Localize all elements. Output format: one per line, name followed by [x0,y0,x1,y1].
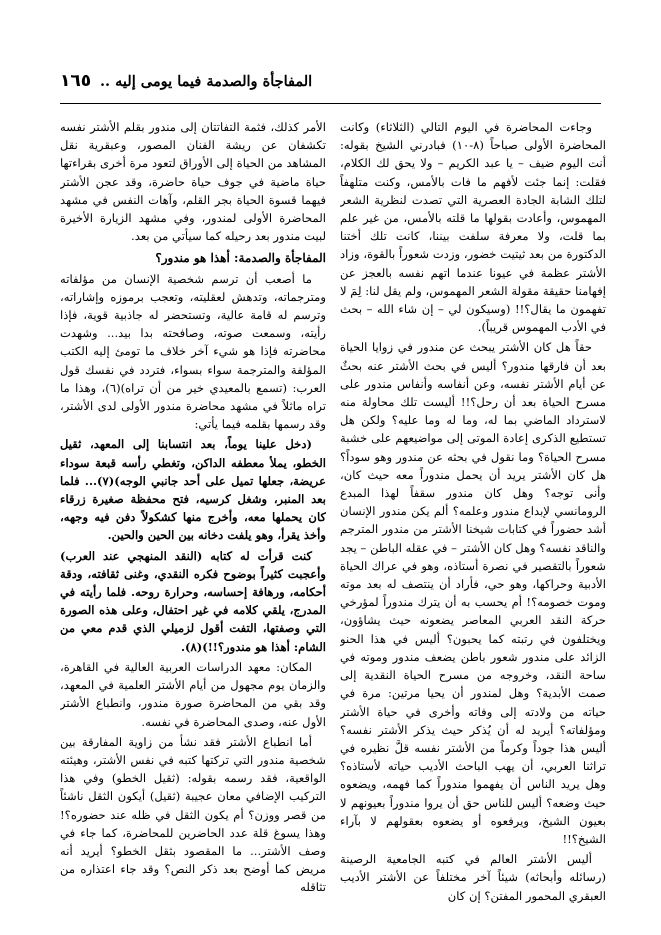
paragraph: حقاً هل كان الأشتر يبحث عن مندور في زوايا الحياة بعد أن فارقها مندور؟ أليس في بحث الأشتر عنه بحثٌ عن أيام الأشتر نفسه، وعن أنفاسه وأنفاس مندور على مسرح الحياة بعد أن رحل؟!! أليست تلك محاولة منه لاسترداد الماضي بما له، وما له وما عليه؟ ولكن هل تستطيع الذكرى إعادة الموتى إلى مواضيعهم على خشبة مسرح الحياة؟ وما نقول في بحثه عن مندور وهو سوداً؟ هل كان الأشتر يريد أن يحمل مندوراً معه حيث كان، وأنى توجه؟ وهل كان مندور سقفاً لهذا المبدع الرومانسي لإبداع مندور وعلمه؟ ألم يكن مندور الإنسان أشد حضوراً في كتابات شيخنا الأشتر من مندور المترجم والناقد نفسه؟ وهل كان الأشتر – في عقله الباطن – يجد شعوراً بالتقصير في نصرة أستاذه، وهو في عراك الحياة الأدبية وحراكها، وهو حي، فأراد أن ينتصف له بعد موته وموت خصومه؟! أم يحسب به أن يترك مندوراً لمؤرخي حركة النقد العربي المعاصر يضعونه حيث يشاؤون، ويختلفون في رتبته كما يحبون؟ أليس في هذا الحنو الزائد على مندور شعور باطن يضعف مندور وموته في ساحة النقد، وخروجه من مسرح الحياة النقدية إلى صمت الأبدية؟ وهل لمندور أن يحيا مرتين: مرة في حياته من ولادته إلى وفاته وأخرى في حياة الأشتر ومؤلفاته؟ أيريد له أن يُذكر حيث يذكر الأشتر نفسه؟ أليس هذا جوداً وكرماً من الأشتر نفسه قلَّ نظيره في تراثنا العربي، أن يهب الباحث الأديب حياته لأستاذه؟ وهل يريد الناس أن يفهموا مندوراً كما فهمه، ويضعوه حيث وضعه؟ أليس للناس حق أن يروا مندوراً بعيونهم لا بعيون الشيخ، ويرفعوه أو يضعوه بعقولهم لا بآراء الشيخ؟!! [340,340,606,846]
quote-paragraph: (دخل علينا يوماً، بعد انتسابنا إلى المعهد، ثقيل الخطو، يملأ معطفه الداكن، وتغطي رأسه قبعة سوداء عريضة، جعلها تميل على أحد جانبي الوجه)(٧)... فلما بعد المنبر، وشغل كرسيه، فتح محفظة صغيرة زرقاء كان يحملها معه، وأخرج منها كشكولاً دفن فيه وجهه، وأخذ يقرأ، وهو يلفت دخانه بين الحين والحين. [60,437,326,543]
paragraph: ما أصعب أن ترسم شخصية الإنسان من مؤلفاته ومترجماته، وتدهش لعقليته، وتعجب برموزه وإشاراته، وترسم له قامة عالية، وتستحضر له جاذبية قوية، فإذا رأيته، وسمعت صوته، وصافحته بدا بيد... وشهدت محاضرته فإذا هو شيء آخر خلاف ما تومئ إليه الكتب المؤلفة والمترجمة سواء بسواء، فتردد في نفسك قول العرب: (تسمع بالمعيدي خير من أن تراه)(٦)، وهذا ما تراه ماثلاً في مشهد محاضرة مندور الأولى لدى الأشتر، وقد رسمها بقلمه فيما يأتي: [60,271,326,432]
page-body [60,118,606,925]
intro-paragraph: الأمر كذلك، فثمة التفاتتان إلى مندور بقلم الأشتر نفسه تكشفان عن ريشة الفنان المصور، وعبقرية نقل المشاهد من الحياة إلى الأوراق لتعود مرة أخرى بقراءتها حياة ماضية في جوف حياة حاضرة، وقد عجن الأشتر فيهما قسوة الحياة بجر القلم، وآهات النفس في مشهد المحاضرة الأولى لمندور، وفي مشهد الزيارة الأخيرة لبيت مندور بعد رحيله كما سيأتي من بعد. [60,120,326,244]
right-column [340,118,606,925]
paragraph: أما انطباع الأشتر فقد نشأ من زاوية المفارقة بين شخصية مندور التي تركتها كتبه في نفس الأشتر، وهيئته الواقعية، فقد رسمه بقوله: (ثقيل الخطو) وفي هذا التركيب الإضافي معان عجيبة (ثقيل) أيكون الثقل ناشئاً من قصر ووزن؟ أم يكون الثقل في ظله عند حضوره؟! وهذا يسوغ قلة عدد الحاضرين للمحاضرة، كما جاء في وصف الأشتر... ما المقصود بثقل الخطو؟ أيريد أنه مريض كما أوضح بعد ذكر النص؟ وقد جاء اعتذاره من تثاقله [60,734,326,895]
section-heading: المفاجأة والصدمة: أهذا هو مندور؟ [155,251,326,266]
paragraph: المكان: معهد الدراسات العربية العالية في القاهرة، والزمان يوم مجهول من أيام الأشتر العلمية في المعهد، وقد بقي من المحاضرة صورة مندور، وانطباع الأشتر الأول عنه، وصدى المحاضرة في نفسه. [60,659,326,729]
quote-paragraph: كنت قرأت له كتابه (النقد المنهجي عند العرب) وأعجبت كثيراً بوضوح فكره النقدي، وغنى ثقافته، ودقة أحكامه، ورهافة إحساسه، وحرارة روحه. فلما رأيته في المدرج، يلقي كلامه في غير احتفال، وعلى هذه الصورة التي وصفتها، التفت أقول لزميلي الذي قدم معي من الشام: أهذا هو مندور؟!!)(٨). [60,548,326,654]
page-header [60,55,601,104]
page-number: ١٦٥ [60,71,92,91]
left-column [60,118,326,925]
paragraph: وجاءت المحاضرة في اليوم التالي (الثلاثاء) وكانت المحاضرة الأولى صباحاً (٨-١٠) فبادرني الشيخ بقوله: أنت اليوم ضيف – يا عبد الكريم – ولا يحق لك الكلام، فقلت: إنما جئت لأفهم ما فات بالأمس، وكنت متلهفاً لتلك الشابة الجادة العصرية التي تصدت لنظرية الشعر المهموس، وأعادت بقولها ما قلته بالأمس، من غير علم بما قلت، ولا معرفة سلفت بيننا، كانت تلك أختنا الدكتورة من بعد ثيتيت خضور، وزدت شعوراً بالقوة، وزاد الأشتر عظمة في عيونا عندما اتهم نفسه بالعجز عن إفهامنا حقيقة مقولة الشعر المهموس، ولم يقل لنا: لِمَ لا تفهمون ما يقال؟!! (وسيكون لي – إن شاء الله – بحث في الأدب المهموس قريباً). [340,120,606,335]
running-title: المفاجأة والصدمة فيما يومى إليه .. [100,73,313,90]
paragraph: أليس الأشتر العالم في كتبه الجامعية الرصينة (رسائله وأبحاثه) شيئاً آخر مختلفاً عن الأشتر الأديب العبقري المحمور المفتن؟ إن كان [340,852,606,903]
